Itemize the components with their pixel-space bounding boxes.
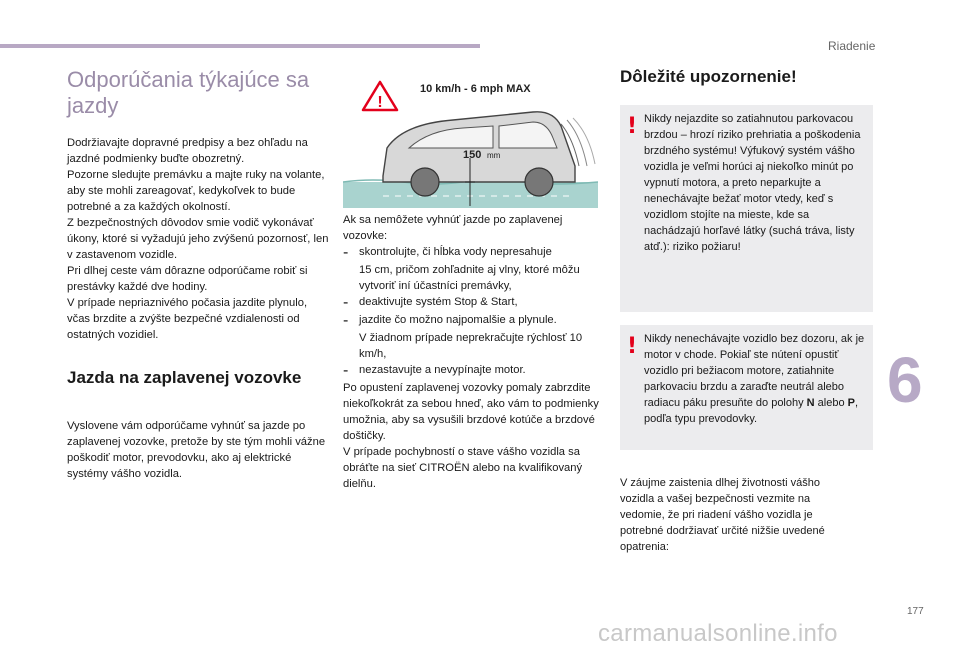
flood-heading: Jazda na zaplavenej vozovke — [67, 368, 302, 387]
warning-text-part: alebo — [814, 397, 848, 409]
closing-text: V záujme zaistenia dlhej životnosti vášho vozidla a vašej bezpečnosti vezmite na vedomie, že pri riadení vášho vozidla je potrebné dodržiavať určité nižšie uvedené opatrenia: — [620, 477, 825, 553]
warning-content — [644, 331, 868, 427]
front-wheel — [411, 168, 439, 196]
intro-paragraph: V prípade nepriaznivého počasia jazdite plynulo, včas brzdite a zvýšte bezpečné vzdialenosti od ostatných vozidiel. — [67, 297, 308, 341]
watermark: carmanualsonline.info — [598, 620, 838, 647]
flood-section — [67, 368, 329, 387]
flooded-road-illustration — [343, 78, 598, 208]
contact-text: V prípade pochybností o stave vášho vozidla sa obráťte na sieť CITROËN alebo na kvalifikovaný dielňu. — [343, 446, 583, 490]
top-accent-bar — [0, 44, 480, 48]
warning-text-part: , podľa typu prevodovky. — [644, 397, 859, 425]
list-text: deaktivujte systém Stop & Start, — [359, 296, 518, 308]
warning-text — [644, 331, 868, 427]
list-text-continued: 15 cm, pričom zohľadnite aj vlny, ktoré môžu vytvoriť iní účastníci premávky, — [359, 264, 580, 292]
intro-paragraph: Pri dlhej ceste vám dôrazne odporúčame robiť si prestávky každé dve hodiny. — [67, 265, 308, 293]
page-title: Odporúčania týkajúce sa jazdy — [67, 67, 310, 118]
intro-paragraph: Pozorne sledujte premávku a majte ruky na volante, aby ste mohli zareagovať, kedykoľvek to bude potrebné a za každých okolností. — [67, 169, 325, 213]
speed-limit-label: 10 km/h - 6 mph MAX — [420, 83, 531, 95]
flood-instructions-intro: Ak sa nemôžete vyhnúť jazde po zaplavenej vozovke: — [343, 214, 563, 242]
intro-paragraph: Z bezpečnostných dôvodov smie vodič vykonávať úkony, ktoré si vyžadujú jeho zvýšenú pozornosť, len v zastavenom vozidle. — [67, 217, 329, 261]
list-item — [343, 312, 599, 330]
important-heading: Dôležité upozornenie! — [620, 67, 797, 86]
flood-text: Vyslovene vám odporúčame vyhnúť sa jazde po zaplavenej vozovke, pretože by ste tým mohli vážne poškodiť motor, prevodovku, ako aj elektrické systémy vášho vozidla. — [67, 420, 326, 480]
list-bullet: - — [343, 244, 349, 261]
list-item — [343, 294, 599, 312]
warning-mark: ! — [377, 94, 383, 111]
warning-box — [620, 325, 873, 450]
list-bullet: - — [343, 362, 349, 379]
warning-content — [644, 111, 868, 255]
chapter-number: 6 — [887, 344, 923, 416]
section-label: Riadenie — [828, 39, 876, 53]
intro-text — [67, 135, 329, 343]
warning-box — [620, 105, 873, 312]
gear-n: N — [806, 397, 815, 409]
page-number: 177 — [907, 606, 924, 617]
after-flood-text: Po opustení zaplavenej vozovky pomaly zabrzdite niekoľkokrát za sebou hneď, ako vám to podmienky umožnia, aby sa vysušili brzdové kotúče a brzdové doštičky. — [343, 382, 599, 442]
list-text: nezastavujte a nevypínajte motor. — [359, 364, 526, 376]
list-text: skontrolujte, či hĺbka vody nepresahuje — [359, 246, 552, 258]
list-text: jazdite čo možno najpomalšie a plynule. — [359, 314, 557, 326]
left-column — [67, 67, 329, 343]
warning-text-part: Nikdy nenechávajte vozidlo bez dozoru, ak je motor v chode. Pokiaľ ste nútení opustiť vozidlo pri bežiacom motore, zatiahnite parkovaciu brzdu a zaraďte neutrál alebo radiacu páku presuňte do polohy — [644, 333, 865, 409]
warning-text: Nikdy nejazdite so zatiahnutou parkovacou brzdou – hrozí riziko prehriatia a poškodenia brzdného systému! Výfukový systém vášho vozidla je veľmi horúci aj niekoľko minút po vypnutí motora, a preto neparkujte a nenechávajte bežať motor vtedy, keď s vozidlom stojíte na mieste, kde sa nachádzajú horľavé látky (suchá tráva, listy atď.): riziko požiaru! — [644, 113, 861, 253]
list-text-continued: V žiadnom prípade neprekračujte rýchlosť 10 km/h, — [359, 332, 583, 360]
middle-column — [343, 212, 599, 492]
list-item — [343, 244, 599, 262]
list-bullet: - — [343, 294, 349, 311]
motion-line — [573, 118, 595, 164]
exclamation-icon: ! — [627, 114, 638, 139]
exclamation-icon: ! — [627, 334, 638, 359]
list-item — [343, 362, 599, 380]
rear-wheel — [525, 168, 553, 196]
closing-section — [620, 475, 850, 555]
flood-intro — [67, 418, 329, 482]
depth-unit: mm — [487, 151, 501, 160]
list-bullet: - — [343, 312, 349, 329]
intro-paragraph: Dodržiavajte dopravné predpisy a bez ohľadu na jazdné podmienky buďte obozretný. — [67, 137, 308, 165]
depth-value: 150 — [463, 149, 482, 161]
gear-p: P — [847, 397, 855, 409]
